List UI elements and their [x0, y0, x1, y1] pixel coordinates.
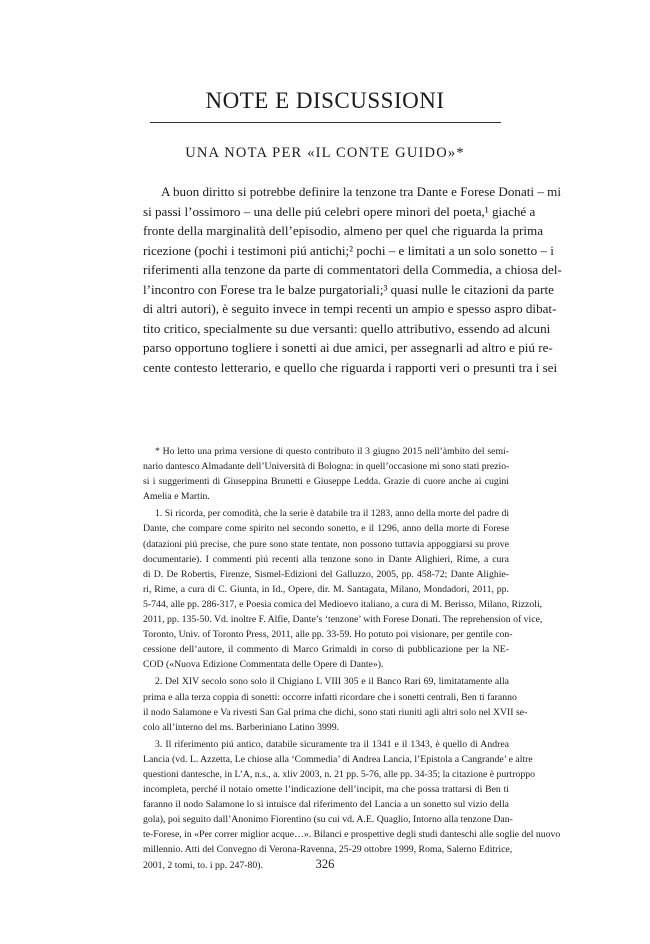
footnote-line: te-Forese, in «Per correr miglior acque…». Bilanci e prospettive degli studi danteschi alle soglie del nuovo — [143, 829, 561, 841]
footnote-line: prima e alla terza coppia di sonetti: occorre infatti ricordare che i sonetti centrali, Ben ti faranno — [143, 691, 517, 703]
footnote-line: 2011, pp. 135-50. Vd. inoltre F. Alfie, Dante’s ‘tenzone’ with Forese Donati. The reprehension of vice, — [143, 614, 543, 626]
body-line: di altri autori), è seguito invece in tempi recenti un ampio e spesso aspro dibat- — [143, 301, 557, 316]
article-title: UNA NOTA PER «IL CONTE GUIDO»* — [185, 145, 465, 161]
footnote-line: COD («Nuova Edizione Commentata delle Opere di Dante»). — [143, 659, 384, 671]
footnote-line: faranno il nodo Salamone lo si intuisce dal riferimento del Lancia a un sonetto sul vizio della — [143, 799, 509, 811]
section-title: NOTE E DISCUSSIONI — [205, 88, 445, 113]
footnote-line: ri, Rime, a cura di C. Giunta, in Id., Opere, dir. M. Santagata, Milano, Mondadori, 2011, pp. — [143, 583, 509, 595]
body-line: fronte della marginalità dell’episodio, almeno per quel che riguarda la prima — [143, 223, 544, 238]
footnote-line: * Ho letto una prima versione di questo contributo il 3 giugno 2015 nell’àmbito del semi- — [155, 446, 509, 457]
body-line: parso opportuno togliere i sonetti ai due amici, per assegnarli ad altro e piú re- — [143, 340, 553, 355]
body-paragraph — [143, 182, 562, 377]
footnote-line: documentarie). I commenti piú recenti alla tenzone sono in Dante Alighieri, Rime, a cura — [143, 553, 509, 565]
footnote-3 — [143, 737, 561, 873]
page-number: 326 — [315, 857, 335, 871]
footnote-line: (datazioni piú precise, che pure sono state tentate, non possono tuttavia appoggiarsi su prove — [143, 538, 509, 550]
footnote-line: Dante, che compare come spirito nel secondo sonetto, e il 1296, anno della morte di Forese — [143, 523, 509, 535]
footnote-line: 3. Il riferimento piú antico, databile sicuramente tra il 1341 e il 1343, è quello di Andrea — [155, 738, 509, 750]
body-line: si passi l’ossimoro – una delle piú celebri opere minori del poeta,¹ giaché a — [143, 203, 536, 219]
footnote-line: nario dantesco Almadante dell’Università di Bologna: in quell’occasione mi sono stati prezio- — [143, 461, 510, 473]
footnote-asterisk — [143, 444, 509, 504]
footnote-line: di D. De Robertis, Firenze, Sismel-Edizioni del Galluzzo, 2005, pp. 458-72; Dante Alighie- — [143, 568, 509, 580]
body-line: A buon diritto si potrebbe definire la tenzone tra Dante e Forese Donati – mi — [161, 184, 561, 199]
footnote-line: Lancia (vd. L. Azzetta, Le chiose alla ‘Commedia’ di Andrea Lancia, l’Epistola a Cangrande’ e altre — [143, 753, 533, 765]
footnote-line: 2. Del XIV secolo sono solo il Chigiano L VIII 305 e il Banco Rari 69, limitatamente alla — [155, 676, 509, 688]
body-line: ricezione (pochi i testimoni piú antichi;² pochi – e limitati a un solo sonetto – i — [143, 242, 554, 258]
footnote-line: colo all’interno del ms. Barberiniano Latino 3999. — [143, 721, 340, 733]
footnote-line: 1. Si ricorda, per comodità, che la serie è databile tra il 1283, anno della morte del padre di — [155, 508, 510, 520]
footnote-line: Toronto, Univ. of Toronto Press, 2011, alle pp. 33-59. Ho potuto poi visionare, per gentile con- — [143, 629, 513, 641]
footnotes — [143, 444, 561, 875]
footnote-line: cessione dell’autore, il commento di Marco Grimaldi in corso di pubblicazione per la NE- — [143, 644, 509, 656]
body-line: cente contesto letterario, e quello che riguarda i rapporti veri o presunti tra i sei — [143, 359, 558, 375]
footnote-2 — [143, 674, 528, 734]
body-line: riferimenti alla tenzone da parte di commentatori della Commedia, a chiosa del- — [143, 262, 562, 277]
footnote-line: 2001, 2 tomi, to. i pp. 247-80). — [143, 859, 263, 871]
footnote-line: gola), poi seguito dall’Anonimo Fiorentino (su cui vd. A.E. Quaglio, Intorno alla tenzone Dan- — [143, 814, 513, 826]
body-line: tito critico, specialmente su due versanti: quello attributivo, essendo ad alcuni — [143, 320, 551, 336]
footnote-line: Amelia e Martin. — [143, 491, 210, 503]
footnote-line: 5-744, alle pp. 286-317, e Poesia comica del Medioevo italiano, a cura di M. Berisso, Milano, Rizzoli, — [143, 598, 543, 610]
footnote-line: il nodo Salamone e Va rivesti San Gal prima che dichi, sono stati riuniti agli altri solo nel XVII se- — [143, 706, 528, 718]
footnote-line: questioni dantesche, in L’A, n.s., a. xliv 2003, n. 21 pp. 5-76, alle pp. 34-35; la citazione è purtroppo — [143, 768, 535, 780]
body-line: l’incontro con Forese tra le balze purgatoriali;³ quasi nulle le citazioni da parte — [143, 281, 554, 297]
title-rule — [150, 122, 501, 123]
footnote-line: incompleta, perché il notaio omette l’indicazione dell’incipit, ma che possa trattarsi di Ben ti — [143, 784, 509, 796]
footnote-1 — [143, 506, 543, 672]
footnote-line: millennio. Atti del Convegno di Verona-Ravenna, 25-29 ottobre 1999, Roma, Salerno Editrice, — [143, 844, 513, 856]
footnote-line: si i suggerimenti di Giuseppina Brunetti e Giuseppe Ledda. Grazie di cuore anche ai cugini — [143, 476, 509, 488]
